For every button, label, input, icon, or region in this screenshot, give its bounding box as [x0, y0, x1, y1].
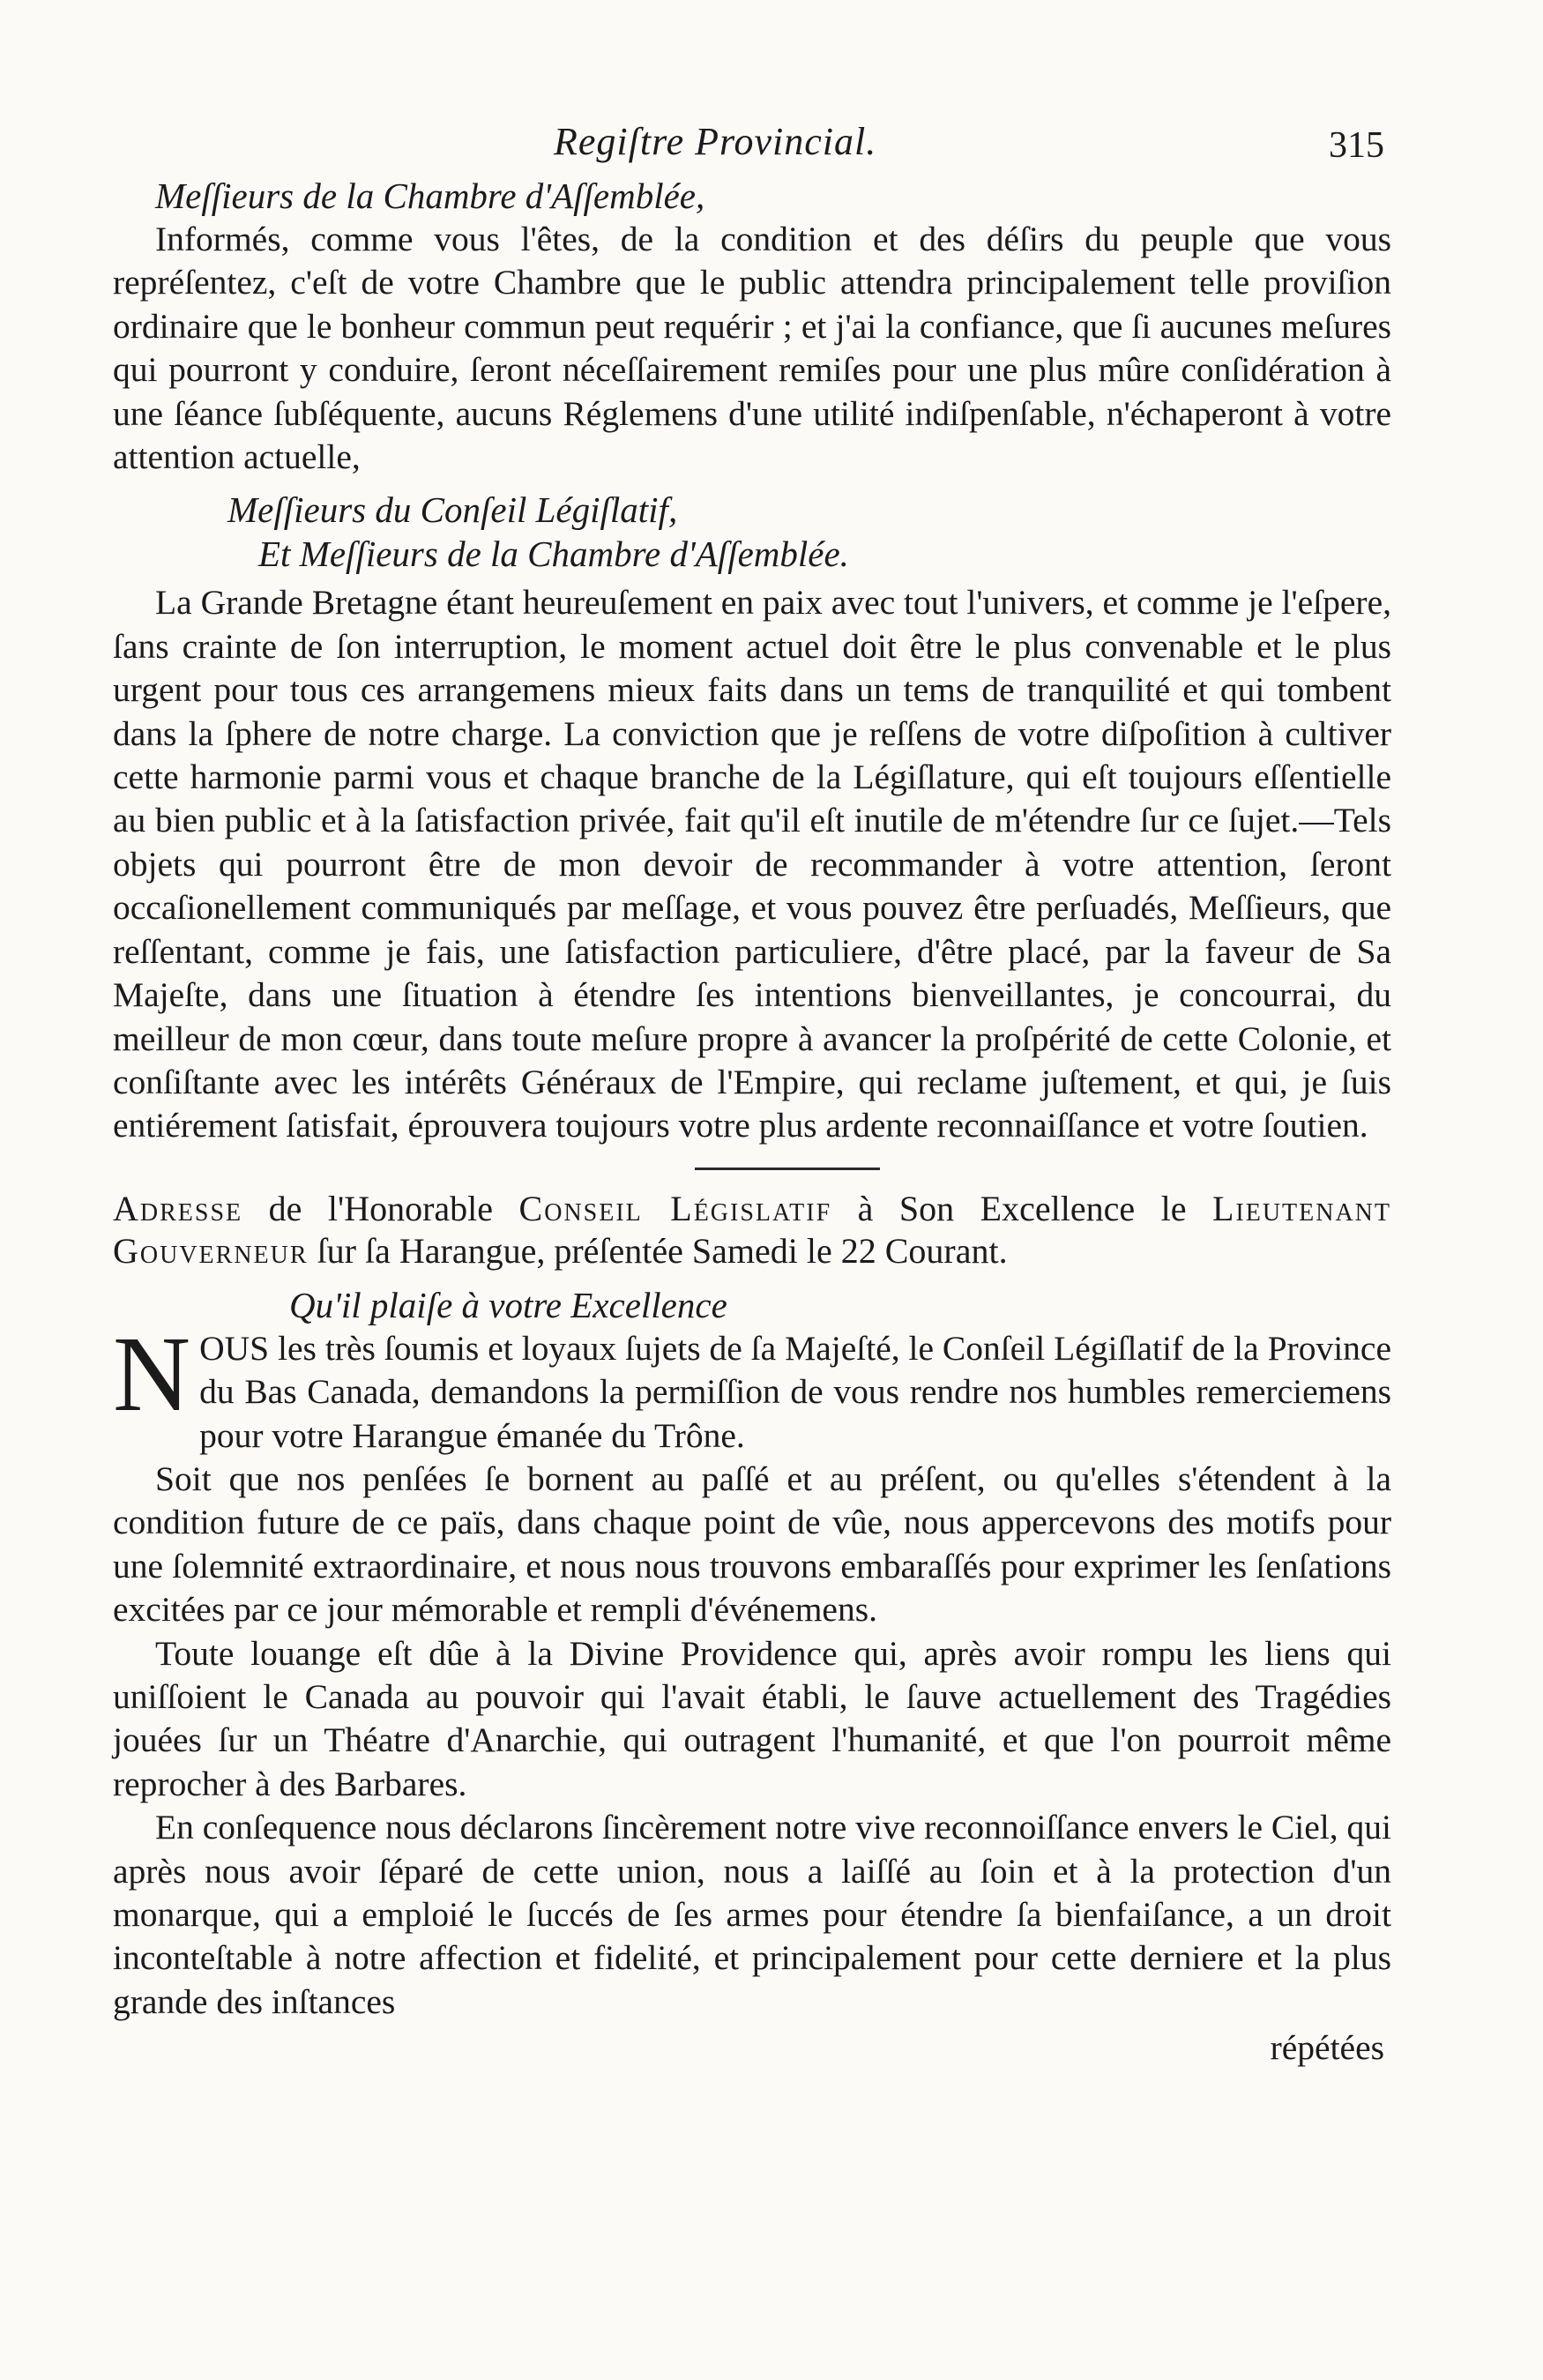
address-paragraph-3: Toute louange eſt dûe à la Divine Providence qui, après avoir rompu les liens qui uniſſoient le Canada au pouvoir qui l'avait établi, le ſauve actuellement des Tragédies jouées ſur un Théatre d'Anarchie, qui outragent l'humanité, et que l'on pourroit même reprocher à des Barbares.	[113, 1633, 1391, 1803]
speech-paragraph-1: Informés, comme vous l'êtes, de la condition et des déſirs du peuple que vous repréſentez, c'eſt de votre Chambre que le public attendra principalement telle proviſion ordinaire que le bonheur commun peut requérir ; et j'ai la confiance, que ſi aucunes meſures qui pourront y conduire, ſeront néceſſairement remiſes pour une plus mûre conſidération à une ſéance ſubſéquente, aucuns Réglemens d'une utilité indiſpenſable, n'échaperont à votre attention actuelle,	[113, 220, 1391, 477]
heading-adresse: Adresse	[113, 1188, 243, 1228]
address-paragraph-4: En conſequence nous déclarons ſincèrement notre vive reconnoiſſance envers le Ciel, qui après nous avoir ſéparé de cette union, nous a laiſſé au ſoin et à la protection d'un monarque, qui a emploié le ſuccés de ſes armes pour étendre ſa bienfaiſance, a un droit inconteſtable à notre affection et fidelité, et principalement pour cette derniere et la plus grande des inſtances	[113, 1808, 1391, 2021]
heading-text-2: à Son Excellence le	[831, 1188, 1212, 1228]
heading-lieutenant: Lieutenant Gouverneur	[113, 1188, 1392, 1271]
address-salutation: Qu'il plaiſe à votre Excellence	[289, 1284, 727, 1325]
running-title: Regiſtre Provincial.	[554, 120, 877, 163]
drop-cap-letter: N	[113, 1314, 191, 1434]
address-heading	[113, 1188, 1391, 1272]
address-paragraph-2: Soit que nos penſées ſe bornent au paſſé et au préſent, ou qu'elles s'étendent à la condition future de ce païs, dans chaque point de vûe, nous appercevons des motifs pour une ſolemnité extraordinaire, et nous nous trouvons embaraſſés pour exprimer les ſenſations excitées par ce jour mémorable et rempli d'événemens.	[113, 1459, 1391, 1630]
address-both-houses: Et Meſſieurs de la Chambre d'Aſſemblée.	[258, 533, 849, 575]
page-number: 315	[1329, 125, 1384, 166]
document-page	[113, 119, 1391, 2341]
section-divider	[695, 1168, 880, 1170]
heading-text-3: ſur ſa Harangue, préſentée Samedi le 22 Courant.	[308, 1230, 1008, 1271]
heading-text-1: de l'Honorable	[242, 1188, 519, 1228]
address-assembly: Meſſieurs de la Chambre d'Aſſemblée,	[155, 175, 705, 216]
heading-conseil: Conseil Législatif	[518, 1188, 832, 1228]
address-council: Meſſieurs du Conſeil Légiſlatif,	[227, 489, 678, 531]
address-paragraph-1-text: OUS les très ſoumis et loyaux ſujets de ſa Majeſté, le Conſeil Légiſlatif de la Province du Bas Canada, demandons la permiſſion de vous rendre nos humbles remerciemens pour votre Harangue émanée du Trône.	[199, 1328, 1391, 1455]
catchword: répétées	[1270, 2028, 1384, 2068]
address-paragraph-1	[113, 1314, 1391, 1458]
running-head	[113, 119, 1391, 172]
speech-paragraph-2: La Grande Bretagne étant heureuſement en paix avec tout l'univers, et comme je l'eſpere, ſans crainte de ſon interruption, le moment actuel doit être le plus convenable et le plus urgent pour tous ces arrangemens mieux faits dans un tems de tranquilité et qui tombent dans la ſphere de notre charge. La conviction que je reſſens de votre diſpoſition à cultiver cette harmonie parmi vous et chaque branche de la Légiſlature, qui eſt toujours eſſentielle au bien public et à la ſatisfaction privée, fait qu'il eſt inutile de m'étendre ſur ce ſujet.—Tels objets qui pourront être de mon devoir de recommander à votre attention, ſeront occaſionellement communiqués par meſſage, et vous pouvez être perſuadés, Meſſieurs, que reſſentant, comme je fais, une ſatisfaction particuliere, d'être placé, par la faveur de Sa Majeſte, dans une ſituation à étendre ſes intentions bienveillantes, je concourrai, du meilleur de mon cœur, dans toute meſure propre à avancer la proſpérité de cette Colonie, et conſiſtante avec les intérêts Généraux de l'Empire, qui reclame juſtement, et qui, je ſuis entiérement ſatisfait, éprouvera toujours votre plus ardente reconnaiſſance et votre ſoutien.	[113, 583, 1391, 1145]
